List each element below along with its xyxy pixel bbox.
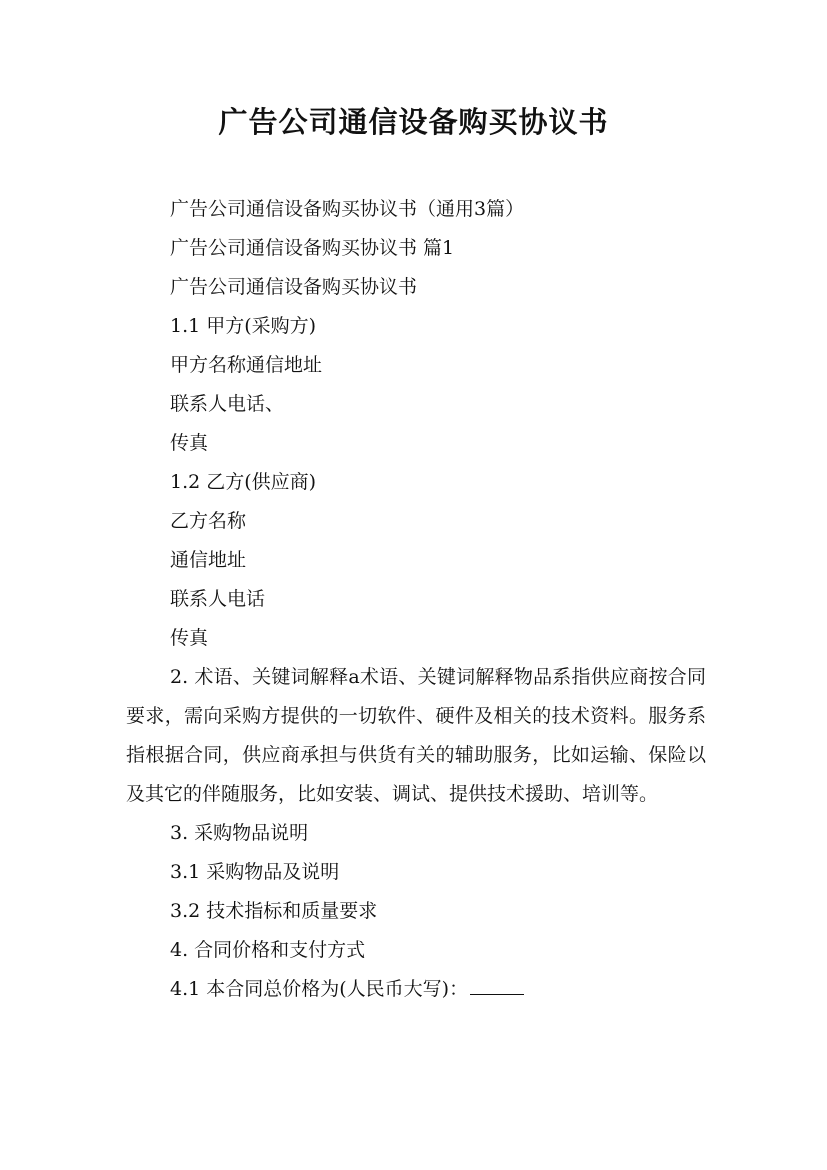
- text-line: 传真: [170, 432, 209, 454]
- text-line: 广告公司通信设备购买协议书: [170, 276, 418, 298]
- section-heading-4: 4. 合同价格和支付方式: [170, 939, 366, 961]
- price-line-label: 4.1 本合同总价格为(人民币大写)：: [170, 978, 469, 1000]
- text-line: 通信地址: [170, 549, 247, 571]
- section-heading-3-2: 3.2 技术指标和质量要求: [170, 900, 378, 922]
- text-line: 联系人电话: [170, 588, 266, 610]
- text-line: 传真: [170, 627, 209, 649]
- text-line: 甲方名称通信地址: [170, 354, 323, 376]
- document-body: [126, 190, 706, 1009]
- text-line: 联系人电话、: [170, 393, 285, 415]
- price-blank-line: [470, 976, 524, 995]
- section-heading-1-2: 1.2 乙方(供应商): [170, 471, 317, 493]
- terms-paragraph: 2. 术语、关键词解释a术语、关键词解释物品系指供应商按合同要求，需向采购方提供的一切软件、硬件及相关的技术资料。服务系指根据合同，供应商承担与供货有关的辅助服务，比如运输、保险以及其它的伴随服务，比如安装、调试、提供技术援助、培训等。: [126, 666, 706, 805]
- text-line: 广告公司通信设备购买协议书 篇1: [170, 237, 455, 259]
- section-heading-1-1: 1.1 甲方(采购方): [170, 315, 317, 337]
- text-line: 乙方名称: [170, 510, 247, 532]
- section-heading-3: 3. 采购物品说明: [170, 822, 309, 844]
- section-heading-3-1: 3.1 采购物品及说明: [170, 861, 340, 883]
- price-line: [126, 970, 706, 1009]
- document-title: 广告公司通信设备购买协议书: [218, 105, 609, 139]
- text-line: 广告公司通信设备购买协议书（通用3篇）: [170, 198, 525, 220]
